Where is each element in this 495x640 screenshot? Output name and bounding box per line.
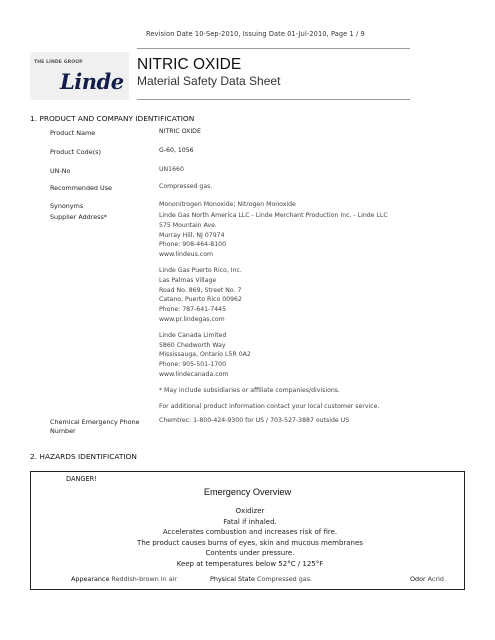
section-heading-2: 2. HAZARDS IDENTIFICATION [30,452,137,461]
appearance-value: Reddish-brown in air [111,575,178,583]
physical-state-field [210,575,312,583]
physical-state-label: Physical State [210,575,255,583]
title-rule [137,99,410,100]
field-label-recommended-use: Recommended Use [50,184,112,192]
logo-group-text: THE LINDE GROUP [34,60,83,65]
appearance-field [71,575,177,583]
field-label-product-code: Product Code(s) [50,148,101,156]
odor-label: Odor [410,575,426,583]
emergency-overview-statements: Oxidizer Fatal if inhaled. Accelerates combustion and increases risk of fire. The product causes burns of eyes, skin and mucous membranes Contents under pressure. Keep at temperatures below 52°C / 125°F [137,507,363,568]
signal-word: DANGER! [66,475,97,483]
physical-state-value: Compressed gas. [257,575,313,583]
field-value-emergency-phone: Chemtrec: 1-800-424-9300 for US / 703-527-3887 outside US [159,417,350,424]
field-value-recommended-use: Compressed gas. [159,183,213,190]
field-value-product-name: NITRIC OXIDE [159,128,201,135]
field-value-product-code: G-60, 1056 [159,147,194,154]
field-value-supplier-address: Linde Gas North America LLC - Linde Merchant Production Inc. - Linde LLC 575 Mountain Ave. Murray Hill, NJ 07974 Phone: 908-464-8100 www.lindeus.com Linde Gas Puerto Rico, Inc. Las Palmas Village Road No. 869, Street No. 7 Catano, Puerto Rico 00962 Phone: 787-641-7445 www.pr.lindegas.com Linde Canada Limited 5860 Chedworth Way Mississauga, Ontario L5R 0A2 Phone: 905-501-1700 www.lindecanada.com * May include subsidiaries or affiliate companies/divisions. For additional product information contact your local customer service. [159,212,388,410]
field-label-supplier-address: Supplier Address* [50,213,108,221]
odor-value: Acrid [427,575,444,583]
field-label-un-no: UN-No [50,167,71,175]
emergency-overview-title: Emergency Overview [203,487,292,497]
revision-info: Revision Date 10-Sep-2010, Issuing Date 01-Jul-2010, Page 1 / 9 [146,30,365,38]
field-label-synonyms: Synonyms [50,202,84,210]
logo-wordmark: Linde [60,69,124,94]
field-label-emergency-phone: Chemical Emergency Phone Number [50,418,140,435]
odor-field [410,575,444,583]
section-heading-1: 1. PRODUCT AND COMPANY IDENTIFICATION [30,114,195,123]
field-value-un-no: UN1660 [159,166,184,173]
field-value-synonyms: Mononitrogen Monoxide; Nitrogen Monoxide [159,201,296,208]
appearance-label: Appearance [71,575,110,583]
field-label-product-name: Product Name [50,129,96,137]
document-title: NITRIC OXIDE [137,56,242,73]
header-rule [137,48,410,49]
document-subtitle: Material Safety Data Sheet [137,74,281,88]
